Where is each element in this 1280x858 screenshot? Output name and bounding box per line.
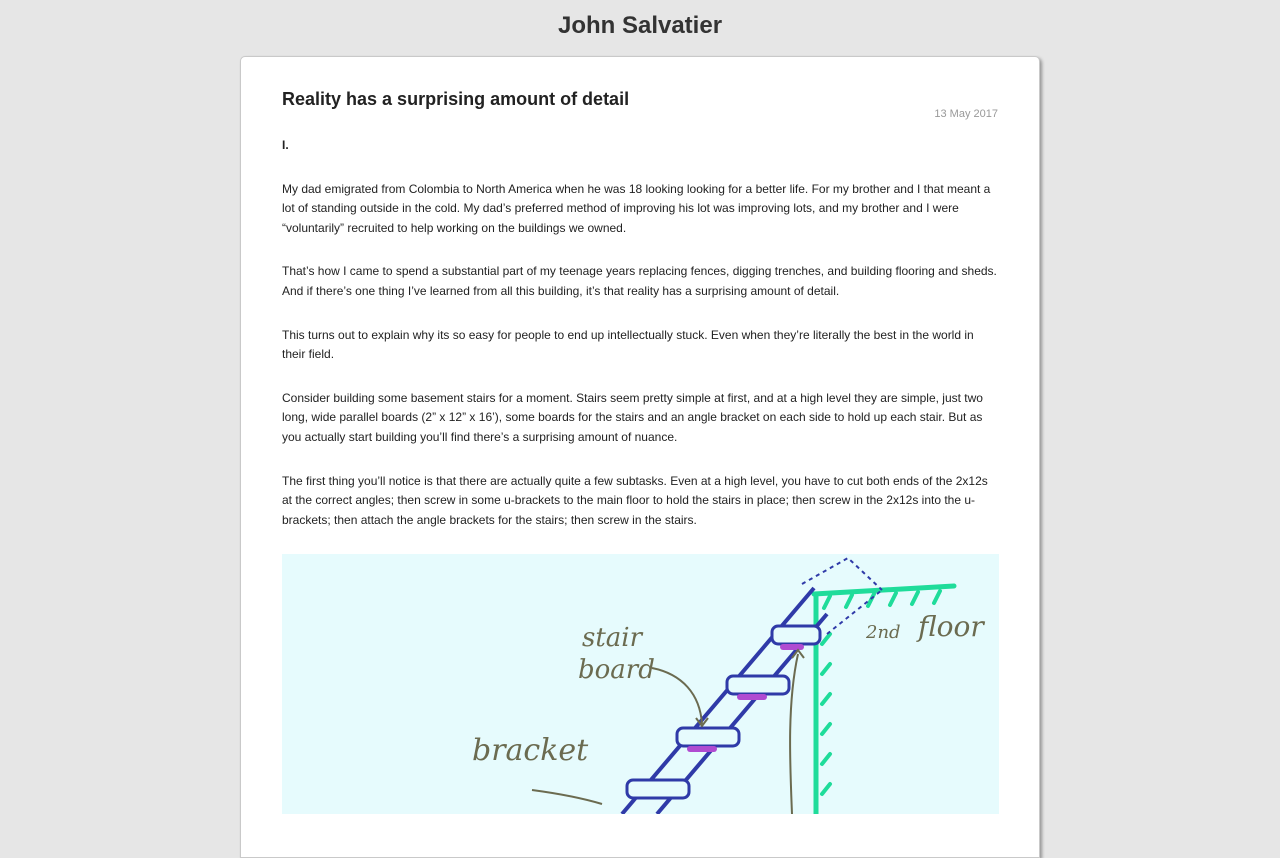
post-card — [240, 56, 1040, 858]
floor-label: floor — [918, 610, 984, 644]
floor-ordinal-label: 2nd — [866, 622, 901, 644]
paragraph: The first thing you’ll notice is that there are actually quite a few subtasks. Even at a high level, you have to cut both ends of the 2x12s at the correct angles; then screw in some u-brackets to the main floor to hold the stairs in place; then screw in the 2x12s into the u-brackets; then attach the angle brackets for the stairs; then screw in the stairs. — [282, 473, 988, 527]
stair-board-label-line1: stair — [582, 623, 643, 654]
section-number: I. — [282, 138, 289, 152]
post-date: 13 May 2017 — [934, 108, 998, 120]
bracket-label: bracket — [472, 733, 589, 769]
paragraph: My dad emigrated from Colombia to North America when he was 18 looking looking for a better life. For my brother and I that meant a lot of standing outside in the cold. My dad’s preferred method of improving his lot was improving lots, and my brother and I were “voluntarily” recruited to help working on the buildings we owned. — [282, 181, 991, 235]
stair-board-label-line2: board — [578, 655, 655, 686]
paragraph: That’s how I came to spend a substantial part of my teenage years replacing fences, digging trenches, and building flooring and sheds. And if there’s one thing I’ve learned from all this building, it’s that reality has a surprising amount of detail. — [282, 264, 997, 298]
stairs-sketch-figure — [282, 554, 999, 814]
post-title[interactable]: Reality has a surprising amount of detail — [282, 89, 630, 109]
post-body — [282, 136, 999, 814]
stairs-sketch-drawing — [282, 554, 999, 814]
site-title-link[interactable]: John Salvatier — [557, 12, 723, 39]
paragraph: Consider building some basement stairs for a moment. Stairs seem pretty simple at first, and at a high level they are simple, just two long, wide parallel boards (2” x 12” x 16’), some boards for the stairs and an angle bracket on each side to hold up each stair. But as you actually start building you’ll find there’s a surprising amount of nuance. — [282, 390, 983, 444]
paragraph: This turns out to explain why its so easy for people to end up intellectually stuck. Even when they’re literally the best in the world in their field. — [282, 327, 974, 362]
